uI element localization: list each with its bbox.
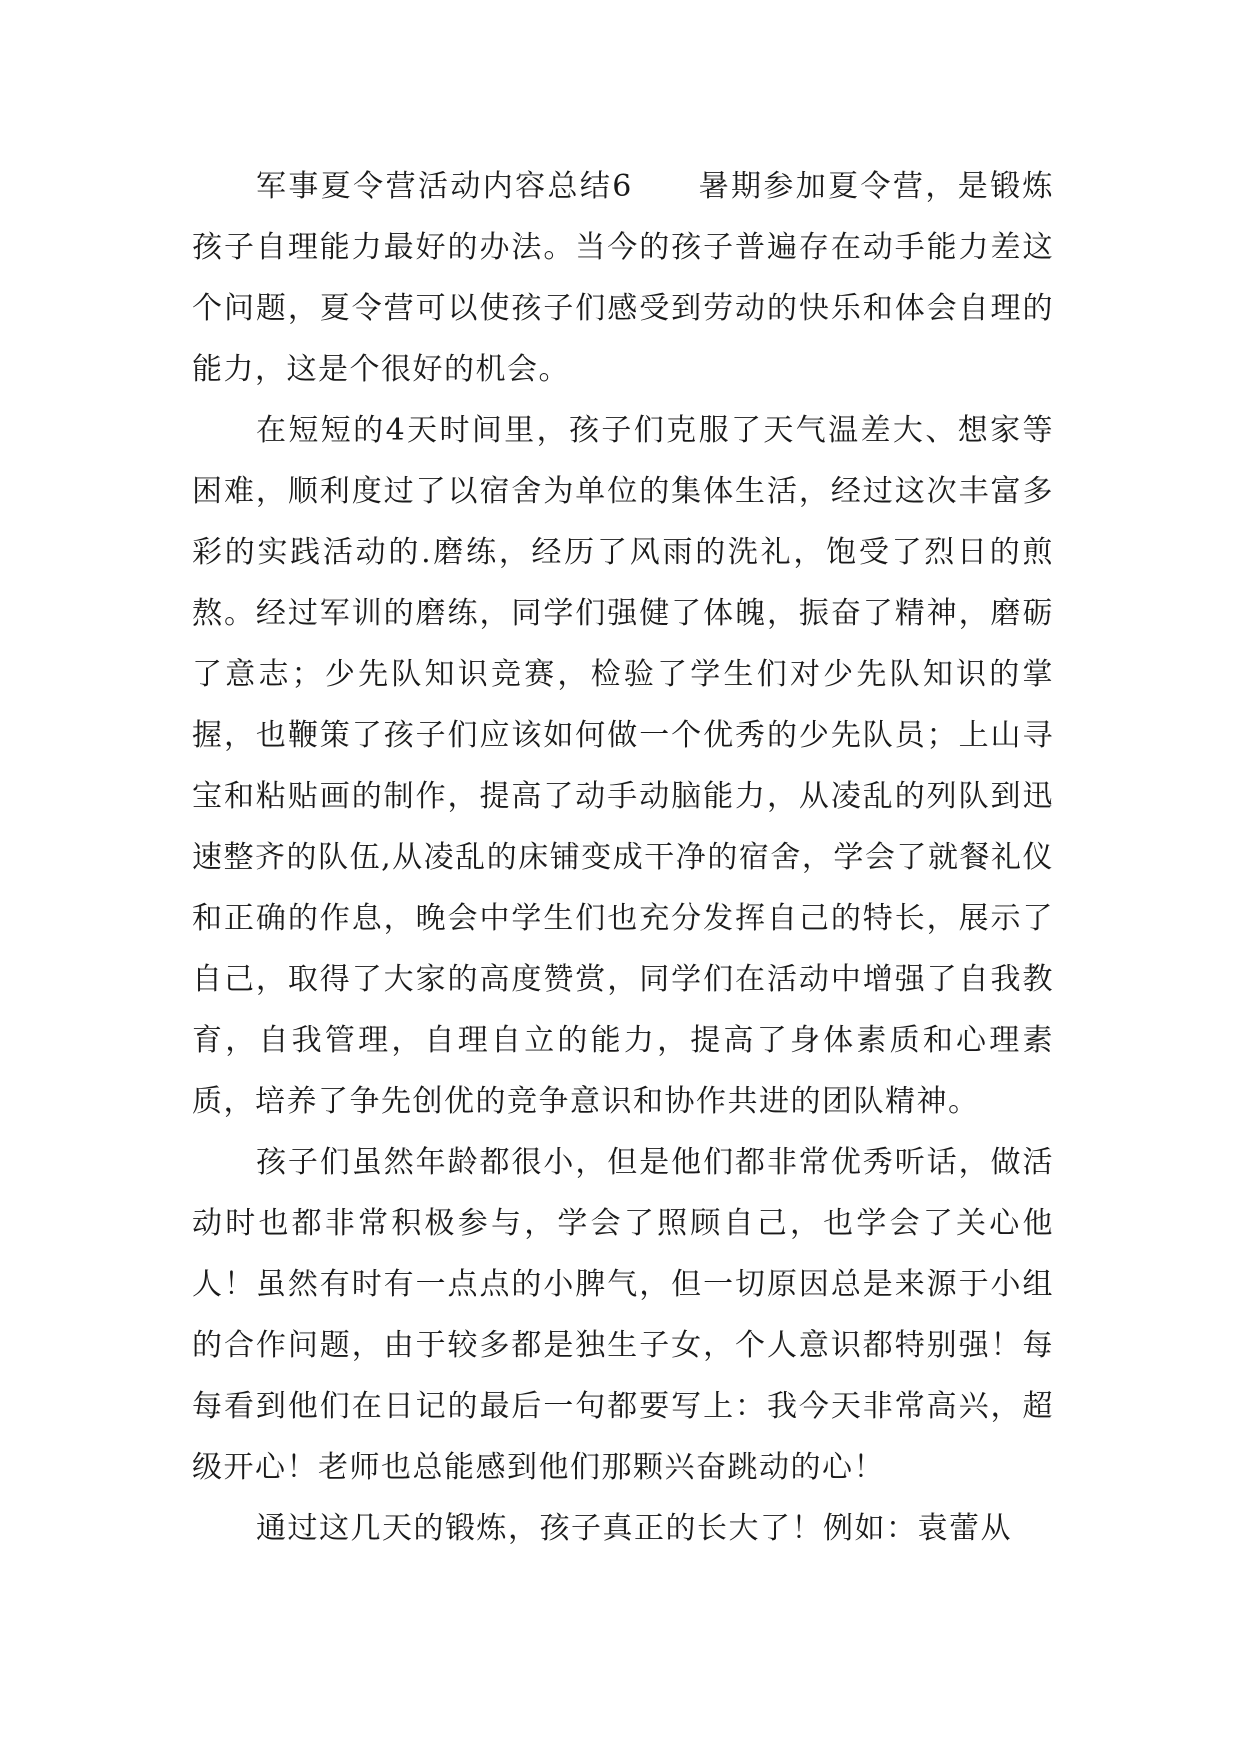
paragraph-1: 军事夏令营活动内容总结6 暑期参加夏令营，是锻炼孩子自理能力最好的办法。当今的孩子普遍存在动手能力差这个问题，夏令营可以使孩子们感受到劳动的快乐和体会自理的能力，这是个很好的机会。 [192, 169, 1054, 387]
paragraph-3: 孩子们虽然年龄都很小，但是他们都非常优秀听话，做活动时也都非常积极参与，学会了照顾自己，也学会了关心他人！虽然有时有一点点的小脾气，但一切原因总是来源于小组的合作问题，由于较多都是独生子女，个人意识都特别强！每每看到他们在日记的最后一句都要写上：我今天非常高兴，超级开心！老师也总能感到他们那颗兴奋跳动的心！ [192, 1145, 1054, 1485]
paragraph-2: 在短短的4天时间里，孩子们克服了天气温差大、想家等困难，顺利度过了以宿舍为单位的集体生活，经过这次丰富多彩的实践活动的.磨练，经历了风雨的洗礼，饱受了烈日的煎熬。经过军训的磨练，同学们强健了体魄，振奋了精神，磨砺了意志；少先队知识竞赛，检验了学生们对少先队知识的掌握，也鞭策了孩子们应该如何做一个优秀的少先队员；上山寻宝和粘贴画的制作，提高了动手动脑能力，从凌乱的列队到迅速整齐的队伍,从凌乱的床铺变成干净的宿舍，学会了就餐礼仪和正确的作息，晚会中学生们也充分发挥自己的特长，展示了自己，取得了大家的高度赞赏，同学们在活动中增强了自我教育，自我管理，自理自立的能力，提高了身体素质和心理素质，培养了争先创优的竞争意识和协作共进的团队精神。 [192, 413, 1054, 1119]
document-body [192, 156, 1054, 1559]
paragraph-4: 通过这几天的锻炼，孩子真正的长大了！例如：袁蕾从 [256, 1511, 1012, 1546]
